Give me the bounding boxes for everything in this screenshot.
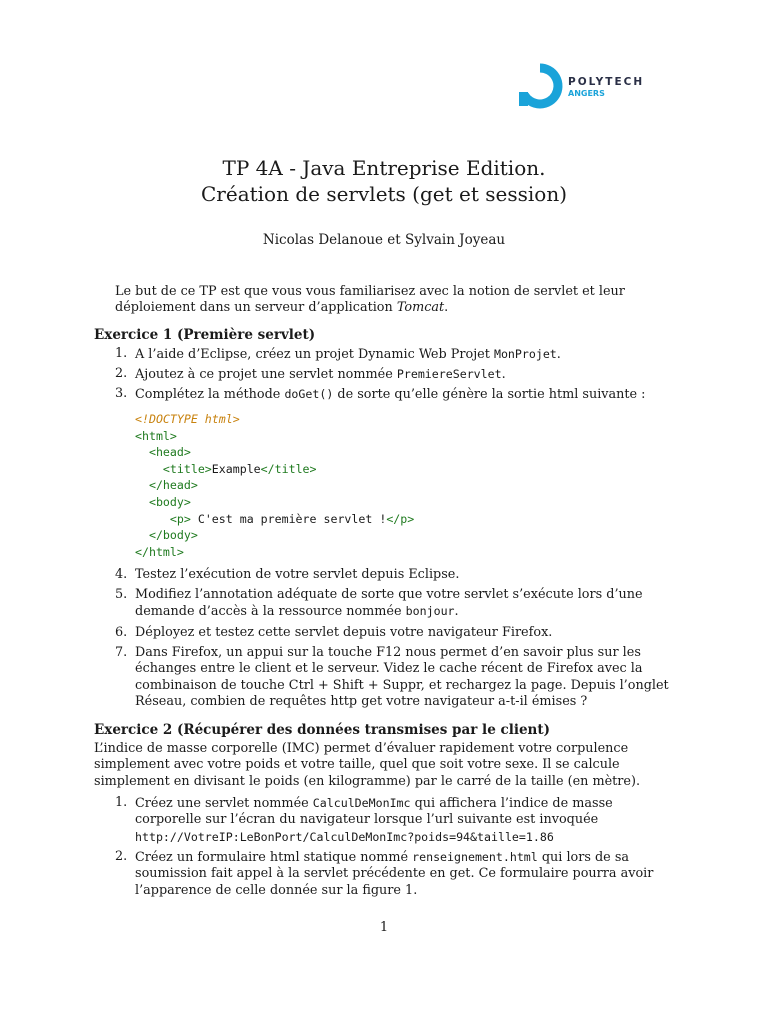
code-tag: <html> bbox=[135, 428, 177, 443]
code-tag: <body> bbox=[148, 494, 191, 509]
code-tag: <p> bbox=[169, 511, 191, 526]
code-line bbox=[135, 527, 414, 544]
inline-code: renseignement.html bbox=[412, 850, 538, 864]
item-text-end: qui affichera l’indice de masse corporelle sur l’écran du navigateur lorsque l’url suivante est invoquée bbox=[135, 796, 613, 828]
item-text-end: . bbox=[454, 604, 459, 620]
item-text: Modifiez l’annotation adéquate de sorte que votre servlet s’exécute lors d’une demande d’accès à la ressource nommée bbox=[135, 587, 643, 620]
inline-code: bonjour bbox=[405, 604, 455, 619]
inline-code: doGet() bbox=[284, 387, 334, 401]
page-number: 1 bbox=[379, 920, 389, 935]
item-number: 7. bbox=[115, 645, 128, 660]
ex1-item-6 bbox=[115, 625, 681, 641]
polytech-logo-icon bbox=[516, 62, 564, 110]
ex1-item-5 bbox=[115, 587, 681, 621]
item-text: Testez l’exécution de votre servlet depuis Eclipse. bbox=[135, 567, 460, 582]
authors: Nicolas Delanoue et Sylvain Joyeau bbox=[262, 232, 506, 248]
polytech-logo bbox=[516, 62, 676, 110]
code-line bbox=[135, 461, 414, 478]
intro-emphasis: Tomcat bbox=[396, 300, 445, 315]
code-line bbox=[135, 494, 414, 511]
html-code-listing bbox=[135, 411, 414, 560]
ex2-item-2 bbox=[115, 849, 681, 899]
exercise-1-heading: Exercice 1 (Première servlet) bbox=[94, 327, 316, 343]
example-url: http://VotreIP:LeBonPort/CalculDeMonImc?poids=94&taille=1.86 bbox=[135, 829, 554, 844]
ex1-item-4 bbox=[115, 567, 681, 583]
intro-paragraph bbox=[115, 284, 675, 316]
code-line bbox=[135, 411, 414, 428]
exercise-2-heading: Exercice 2 (Récupérer des données transmises par le client) bbox=[94, 722, 550, 738]
item-text: Complétez la méthode bbox=[135, 387, 281, 402]
item-number: 1. bbox=[115, 795, 128, 810]
code-text: Example bbox=[211, 461, 261, 476]
ex1-item-1 bbox=[115, 346, 681, 363]
inline-code: MonProjet bbox=[493, 347, 557, 361]
inline-code: CalculDeMonImc bbox=[312, 796, 411, 810]
code-tag: </head> bbox=[148, 478, 198, 493]
item-text: Déployez et testez cette servlet depuis votre navigateur Firefox. bbox=[135, 625, 553, 640]
item-text: Ajoutez à ce projet une servlet nommée bbox=[135, 367, 393, 382]
item-text: Créez une servlet nommée bbox=[135, 796, 309, 811]
item-text: A l’aide d’Eclipse, créez un projet Dynamic Web Projet bbox=[135, 347, 490, 362]
ex2-item-1 bbox=[115, 795, 681, 846]
item-text-end: . bbox=[556, 347, 561, 362]
ex1-item-3 bbox=[115, 386, 681, 403]
item-number: 1. bbox=[115, 346, 128, 361]
item-number: 2. bbox=[115, 366, 128, 381]
code-tag: </html> bbox=[135, 544, 184, 559]
code-line bbox=[135, 428, 414, 445]
logo-text-angers: ANGERS bbox=[568, 89, 605, 98]
item-text: Dans Firefox, un appui sur la touche F12 nous permet d’en savoir plus sur les échanges entre le client et le serveur. Videz le cache récent de Firefox avec la combinaison de touche Ctrl + Shift + Suppr, et rechargez la page. Depuis l’onglet Réseau, combien de requêtes http get votre navigateur a-t-il émises ? bbox=[135, 645, 669, 709]
item-text: Créez un formulaire html statique nommé bbox=[135, 850, 409, 865]
item-number: 3. bbox=[115, 386, 128, 401]
exercise-2-intro: L’indice de masse corporelle (IMC) permet d’évaluer rapidement votre corpulence simplement avec votre poids et votre taille, quel que soit votre sexe. Il se calcule simplement en divisant le poids (en kilogramme) par le carré de la taille (en mètre). bbox=[94, 741, 641, 789]
code-line bbox=[135, 511, 414, 528]
document-title-line-2: Création de servlets (get et session) bbox=[201, 182, 567, 206]
item-text-end: qui lors de sa soumission fait appel à la servlet précédente en get. Ce formulaire pourra avoir l’apparence de celle donnée sur la figure 1. bbox=[135, 850, 654, 898]
code-tag: <title> bbox=[162, 461, 212, 476]
code-tag: </p> bbox=[386, 511, 415, 526]
item-number: 2. bbox=[115, 849, 128, 864]
item-text-end: de sorte qu’elle génère la sortie html suivante : bbox=[337, 387, 646, 402]
code-tag: </body> bbox=[148, 528, 198, 543]
ex1-item-7 bbox=[115, 645, 681, 710]
item-number: 4. bbox=[115, 567, 128, 582]
code-line bbox=[135, 444, 414, 461]
intro-end: . bbox=[444, 300, 449, 315]
code-line bbox=[135, 477, 414, 494]
item-number: 6. bbox=[115, 625, 128, 640]
item-number: 5. bbox=[115, 587, 128, 602]
ex1-item-2 bbox=[115, 366, 681, 383]
code-doctype: <!DOCTYPE html> bbox=[135, 412, 240, 426]
code-tag: </title> bbox=[260, 461, 317, 476]
inline-code: PremiereServlet bbox=[396, 367, 502, 381]
code-tag: <head> bbox=[148, 445, 191, 460]
code-text: C'est ma première servlet ! bbox=[190, 511, 387, 526]
intro-text: Le but de ce TP est que vous vous familiarisez avec la notion de servlet et leur déploiement dans un serveur d’application bbox=[115, 284, 625, 315]
logo-text-polytech: POLYTECH bbox=[568, 76, 645, 88]
document-title-line-1: TP 4A - Java Entreprise Edition. bbox=[222, 156, 546, 180]
item-text-end: . bbox=[501, 367, 506, 382]
code-line bbox=[135, 544, 414, 561]
